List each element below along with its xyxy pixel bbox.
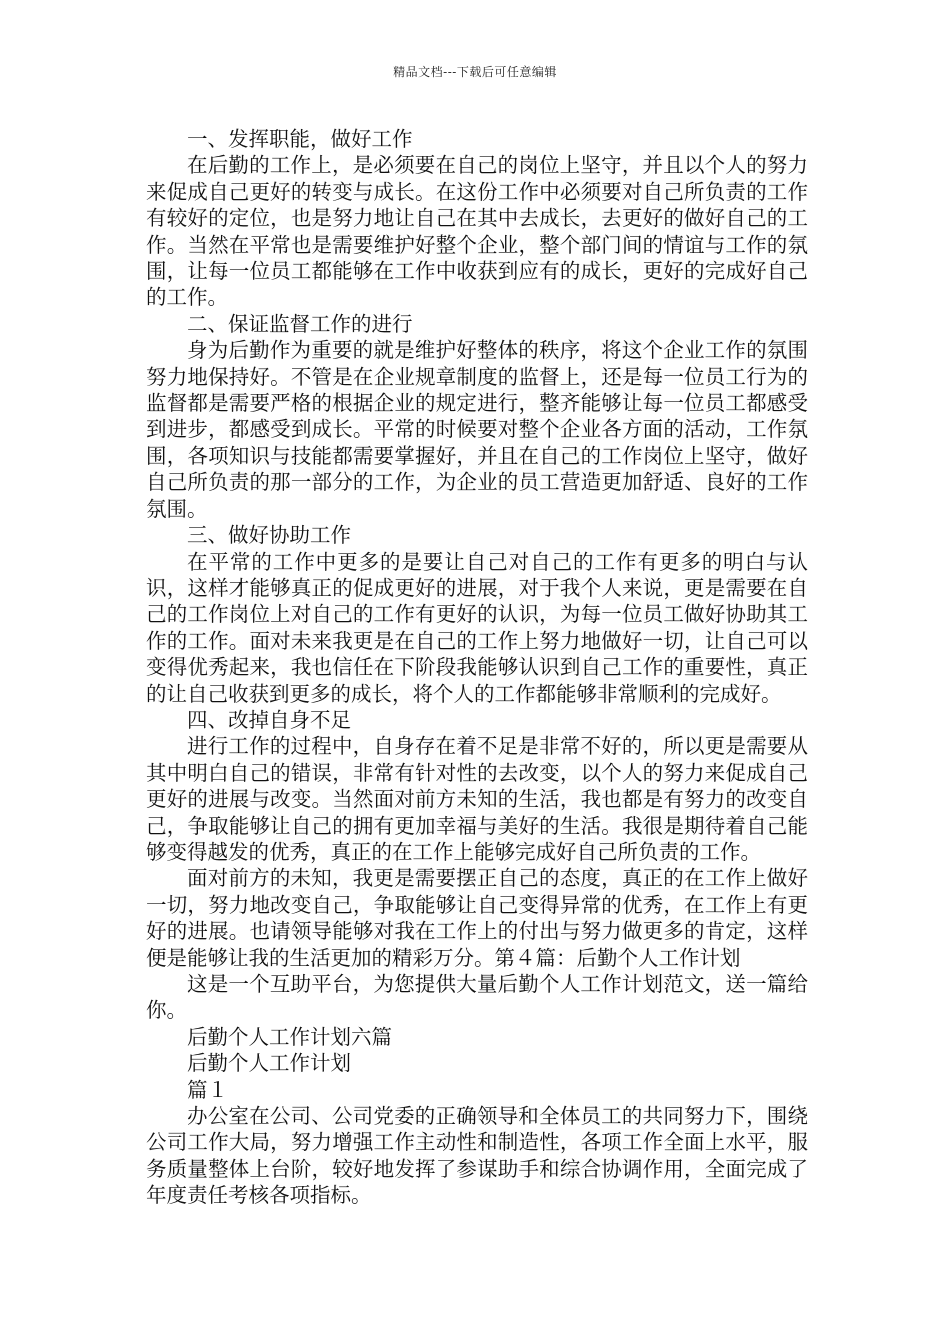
- paragraph: 这是一个互助平台，为您提供大量后勤个人工作计划范文，送一篇给你。: [146, 972, 808, 1023]
- section-heading-3: 三、做好协助工作: [187, 523, 351, 548]
- document-title: 后勤个人工作计划六篇: [187, 1024, 392, 1049]
- section-heading-1: 一、发挥职能，做好工作: [187, 127, 413, 151]
- part-label: 篇１: [187, 1077, 228, 1102]
- document-body: [146, 126, 808, 1209]
- paragraph: 进行工作的过程中，自身存在着不足是非常不好的，所以更是需要从其中明白自己的错误，非常有针对性的去改变，以个人的努力来促成自己更好的进展与改变。当然面对前方未知的生活，我也都是有努力的改变自己，争取能够让自己的拥有更加幸福与美好的生活。我很是期待着自己能够变得越发的优秀，真正的在工作上能够完成好自己所负责的工作。: [146, 734, 808, 864]
- paragraph: 在后勤的工作上，是必须要在自己的岗位上坚守，并且以个人的努力来促成自己更好的转变与成长。在这份工作中必须要对自己所负责的工作有较好的定位，也是努力地让自己在其中去成长，去更好的做好自己的工作。当然在平常也是需要维护好整个企业，整个部门间的情谊与工作的氛围，让每一位员工都能够在工作中收获到应有的成长，更好的完成好自己的工作。: [146, 153, 808, 310]
- paragraph: 身为后勤作为重要的就是维护好整体的秩序，将这个企业工作的氛围努力地保持好。不管是在企业规章制度的监督上，还是每一位员工行为的监督都是需要严格的根据企业的规定进行，整齐能够让每一位员工都感受到进步，都感受到成长。平常的时候要对整个企业各方面的活动，工作氛围，各项知识与技能都需要掌握好，并且在自己的工作岗位上坚守，做好自己所负责的那一部分的工作，为企业的员工营造更加舒适、良好的工作氛围。: [146, 338, 808, 521]
- page-header: 精品文档---下载后可任意编辑: [393, 65, 557, 79]
- section-heading-4: 四、改掉自身不足: [187, 707, 351, 732]
- section-heading-2: 二、保证监督工作的进行: [187, 311, 413, 336]
- paragraph: 面对前方的未知，我更是需要摆正自己的态度，真正的在工作上做好一切，努力地改变自己，争取能够让自己变得异常的优秀，在工作上有更好的进展。也请领导能够对我在工作上的付出与努力做更多的肯定，这样便是能够让我的生活更加的精彩万分。第４篇：后勤个人工作计划: [146, 866, 808, 970]
- document-subtitle: 后勤个人工作计划: [187, 1051, 351, 1076]
- paragraph: 在平常的工作中更多的是要让自己对自己的工作有更多的明白与认识，这样才能够真正的促成更好的进展，对于我个人来说，更是需要在自己的工作岗位上对自己的工作有更好的认识，为每一位员工做好协助其工作的工作。面对未来我更是在自己的工作上努力地做好一切，让自己可以变得优秀起来，我也信任在下阶段我能够认识到自己工作的重要性，真正的让自己收获到更多的成长，将个人的工作都能够非常顺利的完成好。: [146, 549, 808, 706]
- paragraph: 办公室在公司、公司党委的正确领导和全体员工的共同努力下，围绕公司工作大局，努力增强工作主动性和制造性，各项工作全面上水平，服务质量整体上台阶，较好地发挥了参谋助手和综合协调作用，全面完成了年度责任考核各项指标。: [146, 1104, 808, 1208]
